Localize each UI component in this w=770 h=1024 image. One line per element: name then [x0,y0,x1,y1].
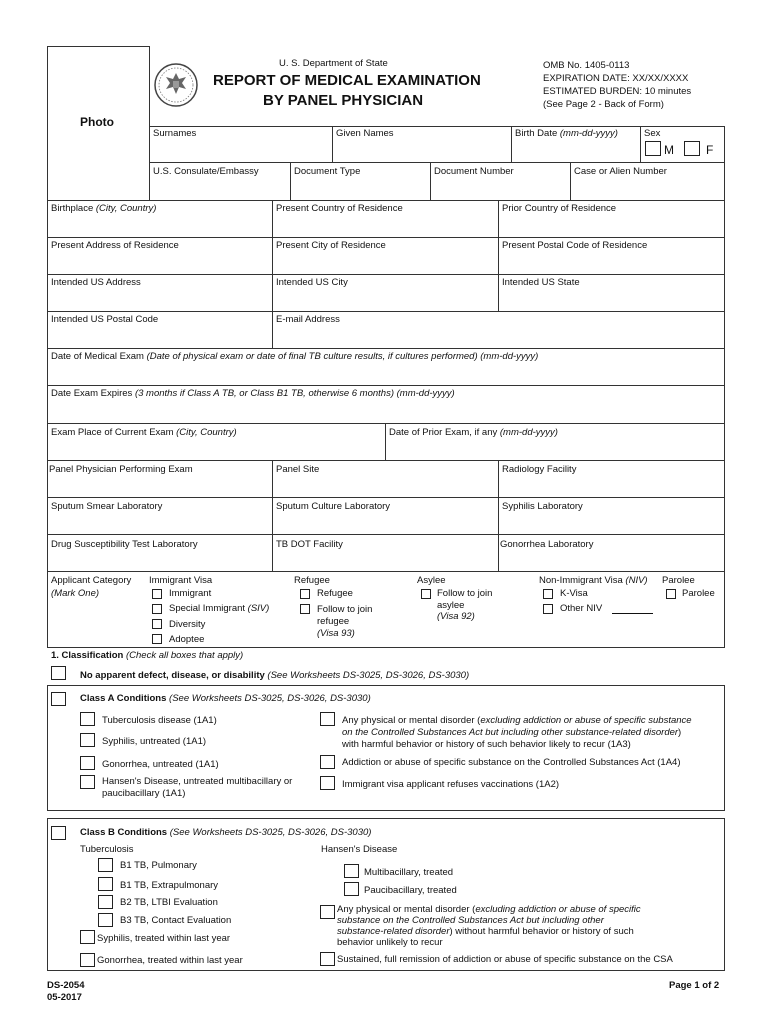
expiration-date: EXPIRATION DATE: XX/XX/XXXX [543,73,689,84]
form-title-line1: REPORT OF MEDICAL EXAMINATION [213,72,481,89]
b1-extra-label: B1 TB, Extrapulmonary [120,880,219,891]
b1-extra-checkbox[interactable] [98,877,113,891]
parolee-heading: Parolee [662,575,695,586]
class-b-heading: Class B Conditions (See Worksheets DS-3025, DS-3026, DS-3030) [80,827,372,838]
class-b-checkbox[interactable] [51,826,66,840]
follow-asylee-label-2: asylee [437,600,465,611]
case-number-field[interactable]: Case or Alien Number [574,166,667,177]
follow-asylee-label-1: Follow to join [437,588,493,599]
no-defect-checkbox[interactable] [51,666,66,680]
a-mental-label-1: Any physical or mental disorder (excluding addiction or abuse of specific substance [342,715,692,726]
class-a-heading: Class A Conditions (See Worksheets DS-3025, DS-3026, DS-3030) [80,693,371,704]
form-id: DS-2054 [47,980,85,991]
niv-heading: Non-Immigrant Visa (NIV) [539,575,648,586]
multibacillary-checkbox[interactable] [344,864,359,878]
document-type-field[interactable]: Document Type [294,166,361,177]
radiology-field[interactable]: Radiology Facility [502,464,577,475]
tuberculosis-subheading: Tuberculosis [80,844,134,855]
a-gonorrhea-label: Gonorrhea, untreated (1A1) [102,759,219,770]
adoptee-checkbox[interactable] [152,634,162,644]
a-tb-label: Tuberculosis disease (1A1) [102,715,217,726]
a-mental-label-2: on the Controlled Substances Act but including other substance-related disorder) [342,727,682,738]
immigrant-label: Immigrant [169,588,212,599]
parolee-label: Parolee [682,588,715,599]
b-mental-label-2: substance on the Controlled Substances Act but including other [337,915,604,926]
exam-expires-field[interactable]: Date Exam Expires (3 months if Class A TB, or Class B1 TB, otherwise 6 months) (mm-dd-yyyy) [51,388,455,399]
present-city-field[interactable]: Present City of Residence [276,240,386,251]
a-hansen-checkbox[interactable] [80,775,95,789]
birthplace-field[interactable]: Birthplace (City, Country) [51,203,157,214]
a-mental-label-3: with harmful behavior or history of such behavior likely to recur (1A3) [342,739,631,750]
document-number-field[interactable]: Document Number [434,166,514,177]
refugee-checkbox[interactable] [300,589,310,599]
estimated-burden: ESTIMATED BURDEN: 10 minutes [543,86,692,97]
photo-label: Photo [80,115,114,129]
b-mental-label-3: substance-related disorder) without harmful behavior or history of such [337,926,634,937]
a-addiction-label: Addiction or abuse of specific substance on the Controlled Substances Act (1A4) [342,757,681,768]
other-niv-line[interactable] [612,613,653,614]
b-remission-checkbox[interactable] [320,952,335,966]
sputum-culture-field[interactable]: Sputum Culture Laboratory [276,501,391,512]
a-vaccine-checkbox[interactable] [320,776,335,790]
sex-label: Sex [644,128,661,139]
applicant-category-label: Applicant Category [51,575,132,586]
diversity-checkbox[interactable] [152,619,162,629]
immigrant-visa-heading: Immigrant Visa [149,575,213,586]
sputum-smear-field[interactable]: Sputum Smear Laboratory [51,501,163,512]
follow-refugee-checkbox[interactable] [300,604,310,614]
follow-asylee-checkbox[interactable] [421,589,431,599]
sex-m-checkbox[interactable] [645,141,661,156]
exam-place-field[interactable]: Exam Place of Current Exam (City, Country) [51,427,237,438]
panel-physician-field[interactable]: Panel Physician Performing Exam [49,464,193,475]
a-syphilis-label: Syphilis, untreated (1A1) [102,736,207,747]
birth-date-field[interactable]: Birth Date (mm-dd-yyyy) [515,128,618,139]
applicant-category-hint: (Mark One) [51,588,100,599]
prior-country-field[interactable]: Prior Country of Residence [502,203,617,214]
surnames-field[interactable]: Surnames [153,128,197,139]
department-seal-icon [153,62,199,108]
a-mental-checkbox[interactable] [320,712,335,726]
us-state-field[interactable]: Intended US State [502,277,580,288]
tb-dot-field[interactable]: TB DOT Facility [276,539,343,550]
refugee-heading: Refugee [294,575,330,586]
paucibacillary-label: Paucibacillary, treated [364,885,457,896]
visa92-label: (Visa 92) [437,611,475,622]
class-a-checkbox[interactable] [51,692,66,706]
other-niv-label: Other NIV [560,603,603,614]
follow-refugee-label-2: refugee [317,616,350,627]
b1-pulmonary-label: B1 TB, Pulmonary [120,860,197,871]
see-page-note: (See Page 2 - Back of Form) [543,99,664,110]
no-defect-label: No apparent defect, disease, or disability (See Worksheets DS-3025, DS-3026, DS-3030) [80,670,470,681]
b-mental-label-4: behavior unlikely to recur [337,937,443,948]
b-remission-label: Sustained, full remission of addiction or abuse of specific substance on the CSA [337,954,673,965]
b-mental-label-1: Any physical or mental disorder (excluding addiction or abuse of specific [337,904,641,915]
multibacillary-label: Multibacillary, treated [364,867,454,878]
form-date: 05-2017 [47,992,82,1003]
prior-exam-field[interactable]: Date of Prior Exam, if any (mm-dd-yyyy) [389,427,558,438]
b2-ltbi-checkbox[interactable] [98,895,113,909]
panel-site-field[interactable]: Panel Site [276,464,320,475]
b-mental-checkbox[interactable] [320,905,335,919]
b3-contact-label: B3 TB, Contact Evaluation [120,915,232,926]
a-syphilis-checkbox[interactable] [80,733,95,747]
b-gonorrhea-checkbox[interactable] [80,953,95,967]
department-name: U. S. Department of State [279,58,388,69]
b3-contact-checkbox[interactable] [98,913,113,927]
syphilis-lab-field[interactable]: Syphilis Laboratory [502,501,583,512]
sex-m-label: M [664,143,674,157]
us-city-field[interactable]: Intended US City [276,277,348,288]
present-address-field[interactable]: Present Address of Residence [51,240,179,251]
adoptee-label: Adoptee [169,634,205,645]
a-hansen-label-1: Hansen's Disease, untreated multibacillary or [102,776,293,787]
refugee-label: Refugee [317,588,353,599]
a-addiction-checkbox[interactable] [320,755,335,769]
us-address-field[interactable]: Intended US Address [51,277,141,288]
a-tb-checkbox[interactable] [80,712,95,726]
b-syphilis-label: Syphilis, treated within last year [97,933,231,944]
gonorrhea-lab-field[interactable]: Gonorrhea Laboratory [500,539,594,550]
page-number: Page 1 of 2 [669,980,720,991]
b-syphilis-checkbox[interactable] [80,930,95,944]
email-field[interactable]: E-mail Address [276,314,340,325]
follow-refugee-label-1: Follow to join [317,604,373,615]
us-postal-field[interactable]: Intended US Postal Code [51,314,159,325]
k-visa-label: K-Visa [560,588,588,599]
k-visa-checkbox[interactable] [543,589,553,599]
sex-f-label: F [706,143,714,157]
special-immigrant-label: Special Immigrant (SIV) [169,603,270,614]
immigrant-checkbox[interactable] [152,589,162,599]
b2-ltbi-label: B2 TB, LTBI Evaluation [120,897,218,908]
present-postal-field[interactable]: Present Postal Code of Residence [502,240,648,251]
hansens-subheading: Hansen's Disease [321,844,398,855]
visa93-label: (Visa 93) [317,628,355,639]
special-immigrant-checkbox[interactable] [152,604,162,614]
given-names-field[interactable]: Given Names [336,128,394,139]
exam-date-field[interactable]: Date of Medical Exam (Date of physical exam or date of final TB culture results, if cultures performed) (mm-dd-yyyy) [51,351,539,362]
form-title-line2: BY PANEL PHYSICIAN [263,92,424,109]
omb-number: OMB No. 1405-0113 [543,60,630,71]
sex-f-checkbox[interactable] [684,141,700,156]
present-country-field[interactable]: Present Country of Residence [276,203,403,214]
a-gonorrhea-checkbox[interactable] [80,756,95,770]
parolee-checkbox[interactable] [666,589,676,599]
other-niv-checkbox[interactable] [543,604,553,614]
classification-heading: 1. Classification (Check all boxes that apply) [51,650,244,661]
paucibacillary-checkbox[interactable] [344,882,359,896]
b1-pulmonary-checkbox[interactable] [98,858,113,872]
a-hansen-label-2: paucibacillary (1A1) [102,788,186,799]
consulate-field[interactable]: U.S. Consulate/Embassy [153,166,259,177]
diversity-label: Diversity [169,619,206,630]
asylee-heading: Asylee [417,575,446,586]
b-gonorrhea-label: Gonorrhea, treated within last year [97,955,243,966]
a-vaccine-label: Immigrant visa applicant refuses vaccinations (1A2) [342,779,560,790]
drug-test-field[interactable]: Drug Susceptibility Test Laboratory [51,539,198,550]
